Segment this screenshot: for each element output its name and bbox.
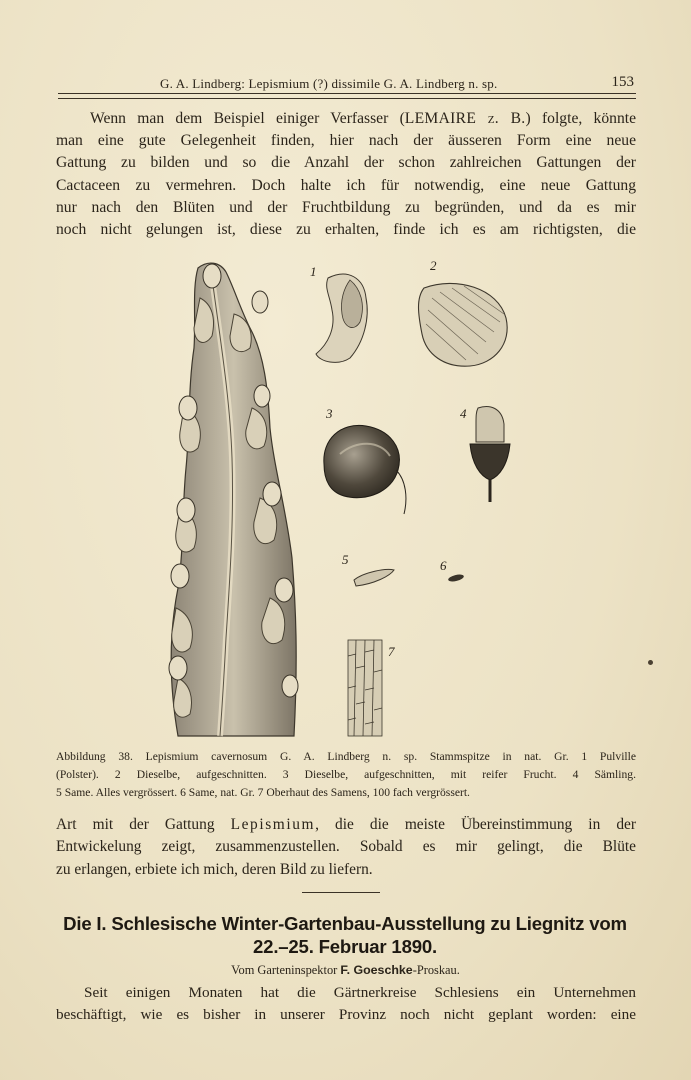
seed-drawing	[342, 552, 394, 586]
section-divider	[302, 892, 380, 893]
text-line: noch nicht gelungen ist, diese zu erhalten, finde ich es am richtigsten, die	[56, 221, 636, 239]
text-line: Entwickelung zeigt, zusammenzustellen. Sobald es mir gelingt, die Blüte	[56, 838, 636, 856]
caption-line: (Polster). 2 Dieselbe, aufgeschnitten. 3 Dieselbe, aufgeschnitten, mit reifer Frucht. 4 Sämling.	[56, 768, 636, 782]
figure-label-7: 7	[388, 644, 395, 659]
text-line: Gattung zu bilden und so die Anzahl der schon zahlreichen Gattungen der	[56, 154, 636, 172]
byline-author: F. Goeschke	[340, 963, 413, 977]
seed-natural-drawing	[440, 558, 464, 583]
text-line: Cactaceen zu vermehren. Doch halte ich für notwendig, eine neue Gattung	[56, 176, 636, 194]
figure-label-5: 5	[342, 552, 349, 567]
seedling-drawing	[460, 406, 510, 502]
text-line: Seit einigen Monaten hat die Gärtnerkreise Schlesiens ein Unternehmen	[84, 984, 636, 1001]
figure-label-1: 1	[310, 264, 317, 279]
running-head-title: G. A. Lindberg: Lepismium (?) dissimile G. A. Lindberg n. sp.	[160, 76, 498, 91]
botanical-illustration	[160, 258, 540, 742]
heading-line-2: 22.–25. Februar 1890.	[253, 936, 437, 957]
text-line: beschäftigt, wie es bisher in unserer Provinz noch nicht geplant worden: eine	[56, 1005, 636, 1023]
pulville-cut-drawing	[419, 258, 508, 366]
text-line: man eine gute Gelegenheit finden, hier nach der äusseren Form eine neue	[56, 132, 636, 150]
caption-line: Abbildung 38. Lepismium cavernosum G. A. Lindberg n. sp. Stammspitze in nat. Gr. 1 Pulville	[56, 750, 636, 763]
figure-label-3: 3	[326, 406, 333, 421]
paragraph-3	[56, 982, 636, 1025]
fruit-drawing	[324, 406, 406, 514]
pulville-drawing	[310, 264, 367, 362]
paragraph-1	[56, 108, 636, 241]
text-line: Wenn man dem Beispiel einiger Verfasser (LEMAIRE z. B.) folgte, könnte	[90, 110, 636, 127]
figure-caption	[56, 748, 636, 803]
byline: Vom Garteninspektor F. Goeschke-Proskau.	[231, 963, 460, 977]
text-line: zu erlangen, erbiete ich mich, deren Bild zu liefern.	[56, 860, 373, 878]
paragraph-2	[56, 814, 636, 881]
figure-label-2: 2	[430, 258, 437, 273]
section-heading	[40, 912, 650, 958]
page-number: 153	[611, 74, 634, 90]
caption-line: 5 Same. Alles vergrössert. 6 Same, nat. Gr. 7 Oberhaut des Samens, 100 fach vergrössert.	[56, 786, 470, 800]
figure-label-6: 6	[440, 558, 447, 573]
header-rule	[58, 93, 636, 99]
seed-epidermis-drawing	[348, 640, 395, 736]
text-line: Art mit der Gattung Lepismium, die die meiste Übereinstimmung in der	[56, 816, 636, 833]
paper-speck	[648, 660, 653, 665]
figure-label-4: 4	[460, 406, 467, 421]
running-head	[60, 74, 638, 94]
text-line: nur nach den Blüten und der Fruchtbildung zu begründen, und da es mir	[56, 198, 636, 216]
genus-name: Lepismium	[230, 816, 316, 833]
stem-drawing	[169, 263, 298, 736]
illustration-svg	[160, 258, 540, 742]
heading-line-1: Die I. Schlesische Winter-Gartenbau-Ausstellung zu Liegnitz vom	[63, 913, 627, 934]
author-name: LEMAIRE z. B.	[404, 110, 526, 127]
